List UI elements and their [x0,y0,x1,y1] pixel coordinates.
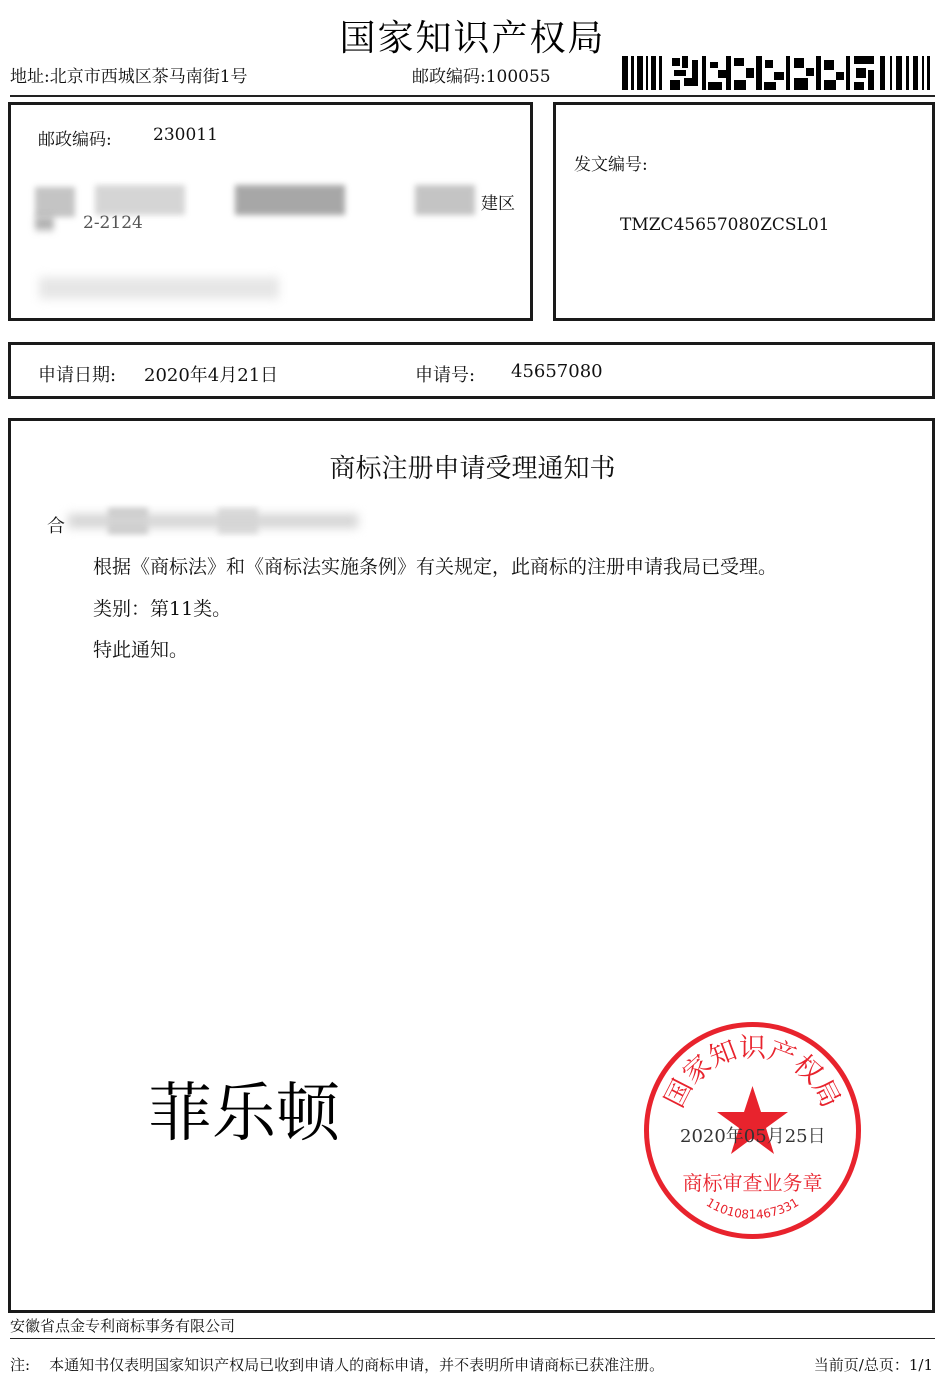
application-date: 2020年4月21日 [144,365,279,386]
issuer-address: 地址:北京市西城区茶马南街1号 [10,67,248,87]
seal-bottom-text: 商标审查业务章 [682,1171,823,1195]
footer-note: 注: 本通知书仅表明国家知识产权局已收到申请人的商标申请，并不表明所申请商标已获准注册。 [10,1356,665,1374]
doc-number-value: TMZC45657080ZCSL01 [620,215,830,235]
application-number: 45657080 [511,361,603,382]
recipient-address-line2-redacted: ▮▮ [35,213,54,233]
recipient-address-line1-end: 建区 [481,194,515,214]
doc-number-box [553,102,935,321]
issuer-postal-code: 邮政编码:100055 [412,67,551,87]
seal-top-text: 国家知识产权局 [659,1033,846,1113]
notice-title: 商标注册申请受理通知书 [329,454,616,484]
header-rule [10,95,935,97]
notice-body: 根据《商标法》和《商标法实施条例》有关规定，此商标的注册申请我局已受理。 [93,556,778,578]
recipient-address-line2: 2-2124 [83,213,143,233]
recipient-postal-code: 230011 [153,125,218,145]
recipient-postal-label: 邮政编码: [38,130,112,150]
footer-rule [10,1338,935,1339]
trademark-name: 菲乐顿 [148,1077,340,1151]
notice-recipient-redacted [68,508,358,534]
recipient-name-redacted [39,277,279,299]
page-indicator: 当前页/总页：1/1 [813,1356,933,1374]
issue-date: 2020年05月25日 [680,1126,826,1147]
application-number-label: 申请号: [415,365,476,386]
recipient-box [8,102,533,321]
agency-name: 安徽省点金专利商标事务有限公司 [10,1317,236,1335]
application-date-label: 申请日期: [38,365,117,386]
seal-number: 1101081467331 [703,1195,802,1222]
issuer-title: 国家知识产权局 [339,18,606,59]
barcode [622,56,930,90]
notice-recipient-start: 合 [47,516,65,537]
notice-category: 类别：第11类。 [93,598,232,620]
notice-closing: 特此通知。 [93,639,189,661]
doc-number-label: 发文编号: [574,155,648,175]
application-box [8,342,935,399]
